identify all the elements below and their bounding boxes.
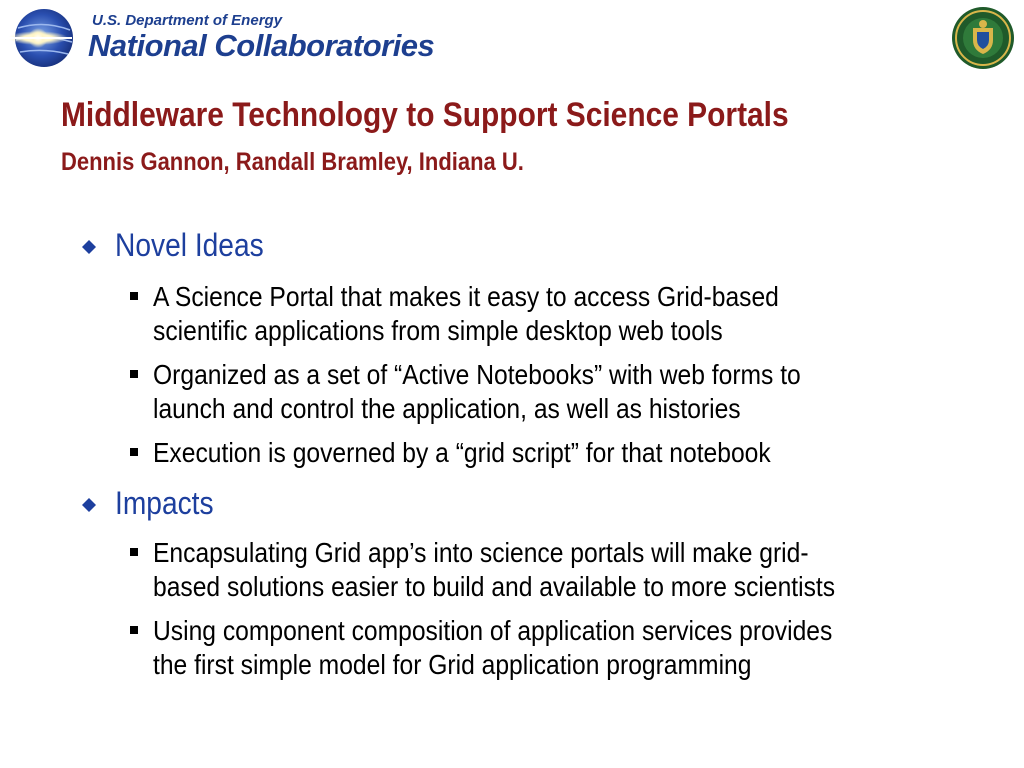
list-item-text: Using component composition of application services provides (153, 615, 833, 646)
list-item-text: Organized as a set of “Active Notebooks” with web forms to (153, 359, 801, 390)
list-item-text: Execution is governed by a “grid script” for that notebook (153, 437, 771, 468)
logo-department-text: U.S. Department of Energy (92, 12, 283, 29)
square-bullet-icon (130, 370, 138, 378)
list-item-text: based solutions easier to build and available to more scientists (153, 571, 836, 602)
diamond-bullet-icon (82, 498, 96, 512)
list-item-text: A Science Portal that makes it easy to access Grid-based (153, 281, 779, 312)
square-bullet-icon (130, 548, 138, 556)
logo-name-text: National Collaboratories (88, 28, 435, 63)
square-bullet-icon (130, 448, 138, 456)
list-item-text: the first simple model for Grid application programming (153, 649, 752, 680)
square-bullet-icon (130, 626, 138, 634)
list-item-text: scientific applications from simple desktop web tools (153, 315, 723, 346)
list-item-text: Encapsulating Grid app’s into science portals will make grid- (153, 537, 809, 568)
section-heading-text: Impacts (115, 485, 214, 521)
list-item-text: launch and control the application, as well as histories (153, 393, 741, 424)
slide-subtitle: Dennis Gannon, Randall Bramley, Indiana U. (61, 148, 524, 176)
section-heading-text: Novel Ideas (115, 227, 264, 263)
square-bullet-icon (130, 292, 138, 300)
slide-title: Middleware Technology to Support Science Portals (61, 96, 789, 134)
diamond-bullet-icon (82, 240, 96, 254)
